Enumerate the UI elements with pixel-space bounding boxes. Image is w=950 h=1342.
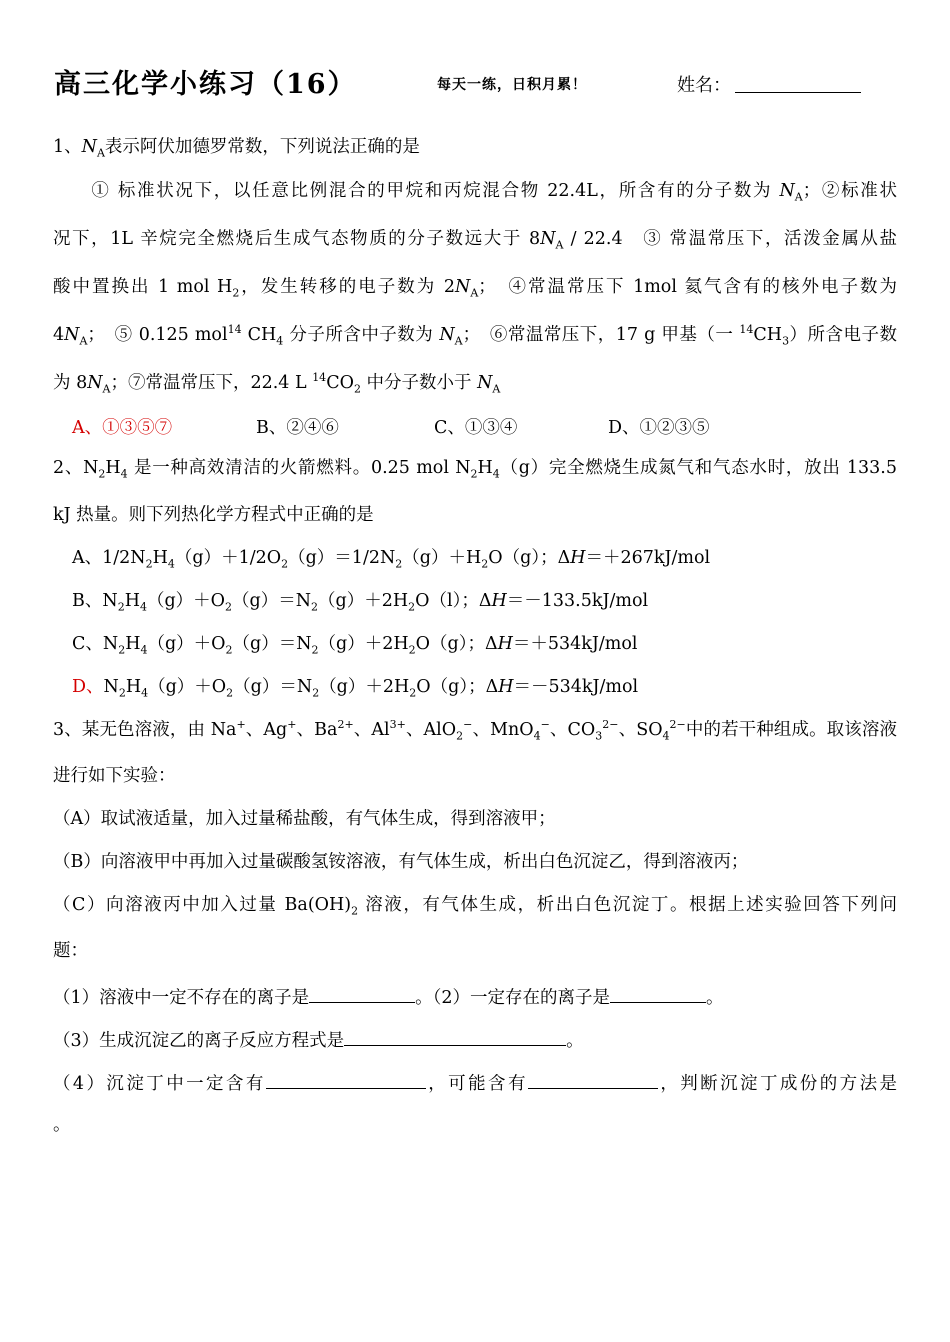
q2-option-a: A、$1/2N_2H_4(g)+1/2O_2(g)=1/2N_2(g)+H_2O(g)$；ΔH＝＋267kJ/mol (72, 548, 711, 571)
q3-sub1 (53, 984, 724, 1009)
q1-option-c: C、①③④ (434, 418, 518, 438)
q1-body-line3: 酸中置换出 1 mol $H_2$，发生转移的电子数为 $2N_A$； ④常温常压下 1mol 氦气含有的核外电子数为 (53, 277, 897, 300)
q3-sub4: （4）沉淀丁中一定含有 ，可能含有 ，判断沉淀丁成份的方法是 (53, 1070, 897, 1095)
q1-option-d: D、①②③⑤ (608, 418, 710, 438)
q3-stem-line1: 3、某无色溶液，由 Na+、Ag+、$Ba^{2+}$、$Al^{3+}$、AlO$_2$−、MnO$_4$−、$CO_3^{2-}$、$SO_4^{2-}$中的若干种组成。取该溶液 (53, 718, 897, 743)
q3-sub2-text: 。（2）一定存在的离子是 (415, 988, 611, 1008)
q3-sub3 (53, 1027, 584, 1052)
q2-stem-line1: 2、$N_2H_4$ 是一种高效清洁的火箭燃料。0.25 mol $N_2H_4(g)$完全燃烧生成氮气和气态水时，放出 133.5 (53, 458, 897, 481)
q2-option-c: C、$N_2H_4(g)+O_2(g)=N_2(g)+2H_2O(g)$；ΔH＝＋534kJ/mol (72, 634, 638, 657)
name-label: 姓名： (677, 75, 731, 96)
q3-answer-blank-2[interactable] (610, 984, 706, 1003)
q2-option-b: B、$N_2H_4(g)+O_2(g)=N_2(g)+2H_2O(l)$；ΔH＝－133.5kJ/mol (72, 591, 649, 614)
q2-stem-line2: kJ 热量。则下列热化学方程式中正确的是 (53, 505, 374, 525)
q3-answer-blank-1[interactable] (309, 984, 415, 1003)
q3-sub1-text: （1）溶液中一定不存在的离子是 (53, 988, 310, 1008)
q3-step-c-tail: 题： (53, 941, 88, 961)
q3-step-a: （A）取试液适量，加入过量稀盐酸，有气体生成，得到溶液甲； (53, 809, 556, 829)
q3-answer-blank-5[interactable] (528, 1070, 658, 1089)
motto: 每天一练，日积月累！ (437, 77, 587, 93)
q3-sub3-end: 。 (566, 1031, 584, 1051)
q1-body-line2: 况下，1L 辛烷完全燃烧后生成气态物质的分子数远大于 $8N_A / 22.4$ ③ 常温常压下，活泼金属从盐 (53, 229, 897, 252)
q3-sub3-text: （3）生成沉淀乙的离子反应方程式是 (53, 1031, 345, 1051)
q3-intro: 进行如下实验： (53, 766, 176, 786)
page-title: 高三化学小练习（16） (54, 69, 357, 100)
q2-option-d: D、$N_2H_4(g)+O_2(g)=N_2(g)+2H_2O(g)$；ΔH＝－534kJ/mol (72, 677, 639, 700)
q3-sub4-end: 。 (53, 1115, 71, 1135)
q3-answer-blank-3[interactable] (344, 1027, 566, 1046)
q2-answer-letter: D、 (72, 677, 104, 697)
q1-stem: 1、$N_A$表示阿伏加德罗常数，下列说法正确的是 (53, 137, 420, 160)
q3-step-c: （C）向溶液丙中加入过量 $Ba(OH)_2$ 溶液，有气体生成，析出白色沉淀丁。根据上述实验回答下列问 (53, 895, 897, 918)
q1-body-line5: 为 $8N_A$；⑦常温常压下，22.4 L $^{14}CO_2$ 中分子数小于 $N_A$ (53, 371, 501, 396)
q3-step-b: （B）向溶液甲中再加入过量碳酸氢铵溶液，有气体生成，析出白色沉淀乙，得到溶液丙； (53, 852, 749, 872)
name-blank[interactable] (735, 92, 861, 93)
q1-option-b: B、②④⑥ (256, 418, 339, 438)
q1-option-a: A、①③⑤⑦ (72, 418, 173, 438)
q1-body-line1: ① 标准状况下，以任意比例混合的甲烷和丙烷混合物 22.4L，所含有的分子数为 $N_A$；②标准状 (53, 181, 897, 204)
q3-sub2-end: 。 (706, 988, 724, 1008)
q3-answer-blank-4[interactable] (266, 1070, 426, 1089)
q1-body-line4: $4N_A$； ⑤ 0.125 mol$^{14}$ $CH_4$ 分子所含中子数为 $N_A$； ⑥常温常压下，17 g 甲基（一 $^{14}CH_3$）所含电子数 (53, 323, 898, 348)
